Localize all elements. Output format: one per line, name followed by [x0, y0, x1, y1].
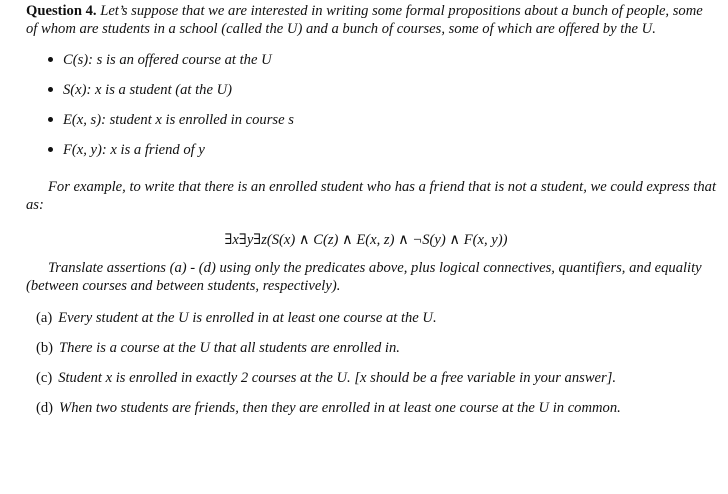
predicate-description: : s is an offered course at the U: [88, 52, 272, 68]
predicate-symbol: C(s): [63, 52, 89, 68]
assertion-item: [36, 339, 400, 357]
predicate-symbol: F(x, y): [63, 142, 102, 158]
bullet-icon: [48, 147, 53, 152]
predicate-symbol: E(x, s): [63, 112, 102, 128]
assertion-label: (b): [36, 340, 54, 356]
assertion-text: Student x is enrolled in exactly 2 courses at the U. [x should be a free variable in your answer].: [58, 370, 617, 386]
assertion-item: [36, 399, 621, 417]
predicate-item: [48, 51, 272, 69]
bullet-icon: [48, 87, 53, 92]
predicate-description: : student x is enrolled in course s: [101, 112, 294, 128]
assertion-item: [36, 369, 616, 387]
question-label: Question 4.: [26, 3, 97, 19]
instructions-paragraph: Translate assertions (a) - (d) using only the predicates above, plus logical connectives, quantifiers, and equality (between courses and between students, respectively).: [26, 260, 702, 294]
predicate-symbol: S(x): [63, 82, 87, 98]
predicate-description: : x is a student (at the U): [86, 82, 233, 98]
assertion-text: When two students are friends, then they are enrolled in at least one course at the U in common.: [59, 400, 621, 416]
example-paragraph: For example, to write that there is an enrolled student who has a friend that is not a student, we could express that as:: [26, 179, 717, 213]
assertion-text: Every student at the U is enrolled in at least one course at the U.: [58, 310, 437, 326]
assertion-label: (c): [36, 370, 53, 386]
example-formula: [26, 231, 706, 249]
formula-text: ∃x∃y∃z(S(x) ∧ C(z) ∧ E(x, z) ∧ ¬S(y) ∧ F(x, y)): [224, 232, 508, 248]
assertion-label: (d): [36, 400, 54, 416]
assertion-item: [36, 309, 437, 327]
assertion-text: There is a course at the U that all students are enrolled in.: [59, 340, 400, 356]
assertion-label: (a): [36, 310, 53, 326]
bullet-icon: [48, 117, 53, 122]
predicate-item: [48, 111, 294, 129]
question-intro: [26, 2, 716, 38]
predicate-item: [48, 81, 232, 99]
question-intro-text: Let’s suppose that we are interested in writing some formal propositions about a bunch of people, some of whom are students in a school (called the U) and a bunch of courses, some of which are offered by the U.: [26, 3, 703, 37]
predicate-description: : x is a friend of y: [101, 142, 205, 158]
bullet-icon: [48, 57, 53, 62]
predicate-item: [48, 141, 205, 159]
